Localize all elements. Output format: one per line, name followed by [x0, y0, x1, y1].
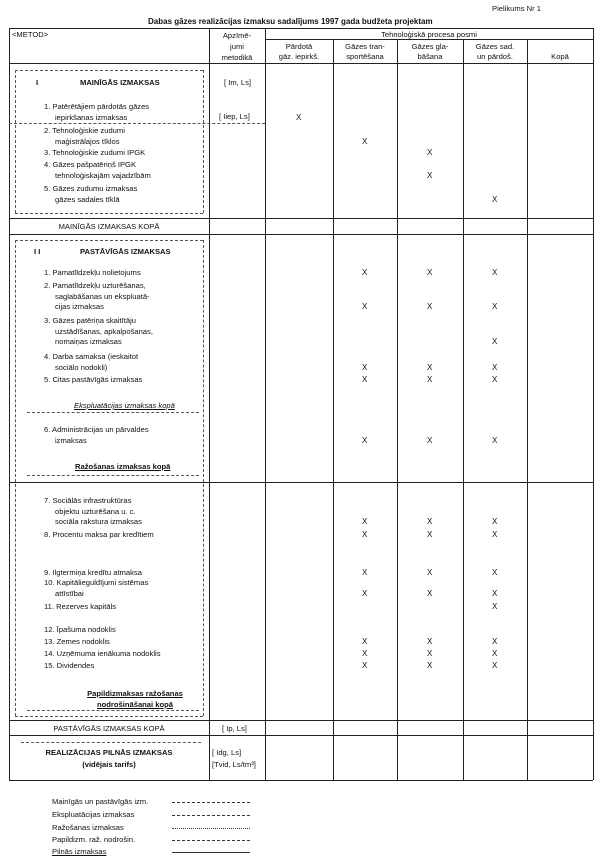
cost-item-line: 12. Īpašuma nodoklis — [44, 625, 116, 634]
cost-item-line: 11. Rezerves kapitāls — [44, 602, 117, 611]
x-mark: X — [427, 637, 433, 646]
appendix-label: Pielikums Nr 1 — [492, 4, 541, 13]
x-mark: X — [427, 362, 433, 372]
process-title: Tehnoloģiskā procesa posmi — [381, 30, 477, 39]
x-mark: X — [362, 517, 368, 526]
full-costs-label: REALIZĀCIJAS PILNĀS IZMAKSAS (vidējais tarifs) — [45, 748, 173, 769]
cost-item — [44, 425, 149, 446]
apzime-header: Apzīmē- jumi metodikā — [221, 31, 253, 62]
x-mark: X — [427, 588, 433, 598]
section1-roman: I — [36, 78, 39, 87]
cost-item-line: iepirkšanas izmaksas — [55, 112, 128, 122]
x-mark: X — [362, 649, 368, 658]
x-mark: X — [362, 530, 368, 539]
x-mark: X — [492, 602, 498, 611]
cost-item-line: 5. Citas pastāvīgās izmaksas — [44, 375, 143, 384]
cost-item-line: attīstībai — [55, 588, 84, 598]
cost-item-line: tehnoloģiskajām vajadzībām — [55, 170, 151, 180]
legend-line-1 — [172, 802, 250, 803]
cost-item — [44, 568, 142, 579]
cost-item-line: 4. Gāzes pašpatēriņš IPGK — [44, 160, 137, 169]
x-mark: X — [362, 637, 368, 646]
legend-3: Ražošanas izmaksas — [52, 823, 124, 832]
cost-item-line: uzstādīšanas, apkalpošanas, — [55, 326, 153, 336]
legend-line-5 — [172, 852, 250, 853]
cost-item-line: 1. Pamatlīdzekļu nolietojums — [44, 268, 141, 277]
cost-item-line: cijas izmaksas — [55, 302, 104, 311]
cost-item — [44, 184, 137, 205]
cost-item — [44, 375, 142, 386]
cost-item-line: sociāla rakstura izmaksas — [55, 517, 142, 526]
legend-4: Papildizm. raž. nodrošin. — [52, 835, 136, 844]
cost-item-line: objektu uzturēšana u. c. — [55, 506, 136, 516]
cost-item-line: 13. Zemes nodoklis — [44, 637, 110, 646]
x-mark: X — [427, 268, 433, 277]
x-mark: X — [492, 362, 498, 372]
legend-line-4 — [172, 840, 250, 841]
x-mark: X — [362, 588, 368, 598]
x-mark: X — [492, 337, 498, 346]
x-mark: X — [362, 375, 368, 384]
legend-5: Pilnās izmaksas — [52, 847, 107, 856]
x-mark: X — [362, 268, 368, 277]
cost-item-line: 4. Darba samaksa (ieskaitot — [44, 352, 139, 361]
x-mark: X — [492, 568, 498, 577]
x-mark: X — [427, 435, 433, 445]
x-mark: X — [492, 649, 498, 658]
x-mark: X — [492, 375, 498, 384]
cost-item-line: 8. Procentu maksa par kredītiem — [44, 530, 154, 539]
legend-1: Mainīgās un pastāvīgās izm. — [52, 797, 149, 806]
cost-item — [44, 352, 138, 373]
x-mark: X — [427, 568, 433, 577]
x-mark: X — [492, 637, 498, 646]
x-mark: X — [492, 302, 498, 311]
cost-item — [44, 102, 149, 123]
legend-line-2 — [172, 815, 250, 816]
section1-code: [ Im, Ls] — [224, 78, 252, 87]
cost-item — [44, 602, 116, 613]
section2-total: PASTĀVĪGĀS IZMAKSAS KOPĀ — [53, 724, 165, 733]
cost-item — [44, 637, 110, 648]
cost-item-line: saglabāšanas un ekspluatā- — [55, 291, 150, 301]
expl-total: Ekspluatācijas izmaksas kopā — [74, 401, 175, 410]
x-mark: X — [427, 170, 433, 180]
cost-item-code: [ Iiep, Ls] — [219, 112, 250, 121]
x-mark: X — [427, 649, 433, 658]
document-title: Dabas gāzes realizācijas izmaksu sadalījums 1997 gada budžeta projektam — [148, 17, 433, 26]
cost-item — [44, 496, 142, 528]
x-mark: X — [362, 136, 368, 146]
cost-item-line: 3. Gāzes patēriņa skaitītāju — [44, 316, 137, 325]
section1-title: MAINĪGĀS IZMAKSAS — [80, 78, 160, 87]
section2-roman: I I — [34, 247, 41, 256]
cost-item-line: 5. Gāzes zudumu izmaksas — [44, 184, 138, 193]
x-mark: X — [362, 435, 368, 445]
x-mark: X — [492, 517, 498, 526]
cost-item — [44, 148, 145, 159]
x-mark: X — [492, 435, 498, 445]
cost-item — [44, 625, 116, 636]
cost-item-line: 2. Pamatlīdzekļu uzturēšanas, — [44, 281, 146, 290]
x-mark: X — [427, 375, 433, 384]
cost-item-line: 6. Administrācijas un pārvaldes — [44, 425, 149, 434]
col-header-5: Kopā — [551, 52, 569, 61]
cost-item — [44, 578, 148, 599]
x-mark: X — [427, 302, 433, 311]
cost-item-line: maģistrālajos tīklos — [55, 136, 120, 146]
cost-item — [44, 281, 150, 313]
cost-item — [44, 661, 94, 672]
cost-item-line: izmaksas — [55, 435, 87, 445]
cost-item-line: sociālo nodokli) — [55, 362, 108, 372]
legend-2: Ekspluatācijas izmaksas — [52, 810, 135, 819]
col-header-2: Gāzes tran- sportēšana — [345, 42, 385, 61]
col-header-1: Pārdotā gāz. iepirkš. — [278, 42, 320, 61]
x-mark: X — [492, 588, 498, 598]
x-mark: X — [362, 661, 368, 670]
cost-item — [44, 316, 153, 348]
cost-item-line: 15. Dividendes — [44, 661, 95, 670]
x-mark: X — [427, 148, 433, 157]
x-mark: X — [427, 517, 433, 526]
x-mark: X — [492, 268, 498, 277]
cost-item — [44, 126, 125, 147]
x-mark: X — [362, 302, 368, 311]
section1-total: MAINĪGĀS IZMAKSAS KOPĀ — [58, 222, 160, 231]
cost-item-line: 10. Kapitālieguldījumi sistēmas — [44, 578, 149, 587]
col-header-3: Gāzes gla- bāšana — [411, 42, 449, 61]
x-mark: X — [492, 530, 498, 539]
full-costs-codes: [ Idg, Ls] [Tvid, Ls/tm³] — [212, 748, 256, 769]
x-mark: X — [427, 530, 433, 539]
x-mark: X — [362, 362, 368, 372]
extra-total: Papildizmaksas ražošanas nodrošināšanai kopā — [87, 689, 183, 709]
cost-item-line: gāzes sadales tīklā — [55, 194, 120, 204]
cost-item — [44, 268, 141, 279]
x-mark: X — [296, 112, 302, 122]
cost-item-line: 2. Tehnoloģiskie zudumi — [44, 126, 125, 135]
x-mark: X — [427, 661, 433, 670]
cost-item-line: 1. Patērētājiem pārdotās gāzes — [44, 102, 150, 111]
x-mark: X — [362, 568, 368, 577]
legend-line-3 — [172, 828, 250, 829]
section2-total-code: [ Ip, Ls] — [222, 724, 247, 733]
cost-item-line: 3. Tehnoloģiskie zudumi IPGK — [44, 148, 146, 157]
x-mark: X — [492, 194, 498, 204]
col-header-4: Gāzes sad. un pārdoš. — [475, 42, 515, 61]
prod-total: Ražošanas izmaksas kopā — [75, 462, 171, 471]
cost-item — [44, 649, 161, 660]
cost-item-line: 9. Ilgtermiņa kredītu atmaksa — [44, 568, 142, 577]
metod-label: <METOD> — [12, 30, 49, 39]
section2-title: PASTĀVĪGĀS IZMAKSAS — [80, 247, 171, 256]
cost-item — [44, 160, 151, 181]
x-mark: X — [492, 661, 498, 670]
cost-item-line: nomaiņas izmaksas — [55, 337, 122, 346]
cost-item-line: 7. Sociālās infrastruktūras — [44, 496, 132, 505]
cost-item-line: 14. Uzņēmuma ienākuma nodoklis — [44, 649, 161, 658]
cost-item — [44, 530, 154, 541]
